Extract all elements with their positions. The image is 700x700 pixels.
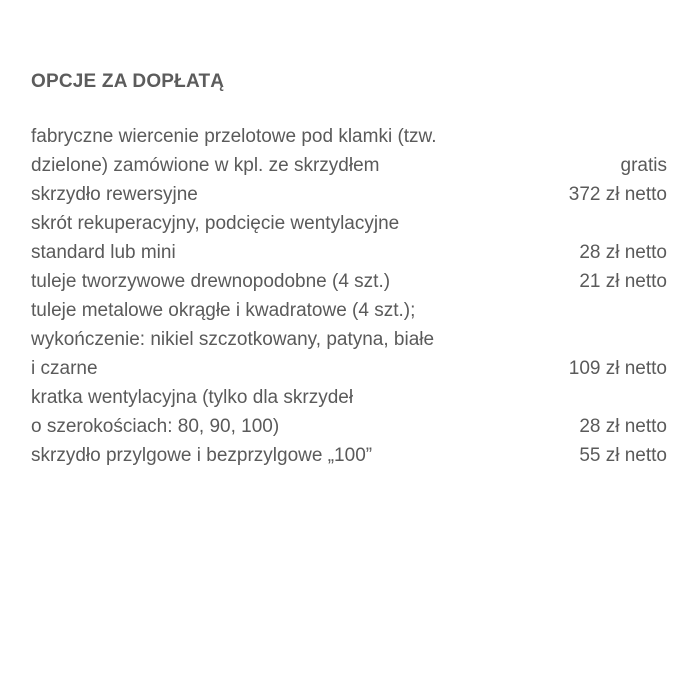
option-description-line: skrzydło przylgowe i bezprzylgowe „100”: [31, 445, 373, 466]
option-description-line: kratka wentylacyjna (tylko dla skrzydeł: [31, 387, 354, 408]
option-description: [31, 267, 531, 296]
option-row: [31, 296, 667, 383]
option-row: [31, 441, 667, 470]
option-price: gratis: [620, 155, 667, 176]
option-price: 109 zł netto: [568, 358, 667, 379]
option-description-line: skrót rekuperacyjny, podcięcie wentylacyjne: [31, 213, 400, 234]
option-price: 55 zł netto: [579, 445, 667, 466]
option-description: [31, 441, 531, 470]
option-price: 372 zł netto: [568, 184, 667, 205]
option-description: [31, 296, 531, 383]
option-row: [31, 122, 667, 180]
option-description-line: fabryczne wiercenie przelotowe pod klamki (tzw.: [31, 126, 437, 147]
option-description-line: skrzydło rewersyjne: [31, 184, 198, 205]
section-heading: OPCJE ZA DOPŁATĄ: [31, 71, 225, 92]
option-description-line: tuleje metalowe okrągłe i kwadratowe (4 szt.);: [31, 300, 416, 321]
option-description-line: standard lub mini: [31, 242, 176, 263]
option-row: [31, 209, 667, 267]
option-row: [31, 383, 667, 441]
option-row: [31, 267, 667, 296]
options-section: [31, 68, 667, 470]
option-description: [31, 180, 531, 209]
option-row: [31, 180, 667, 209]
option-price: 28 zł netto: [579, 242, 667, 263]
option-description-line: wykończenie: nikiel szczotkowany, patyna, białe: [31, 329, 435, 350]
option-description-line: dzielone) zamówione w kpl. ze skrzydłem: [31, 155, 380, 176]
option-description-line: i czarne: [31, 358, 98, 379]
option-description: [31, 383, 531, 441]
option-price: 21 zł netto: [579, 271, 667, 292]
option-description-line: tuleje tworzywowe drewnopodobne (4 szt.): [31, 271, 391, 292]
option-price: 28 zł netto: [579, 416, 667, 437]
option-description: [31, 122, 531, 180]
option-description-line: o szerokościach: 80, 90, 100): [31, 416, 280, 437]
option-description: [31, 209, 531, 267]
